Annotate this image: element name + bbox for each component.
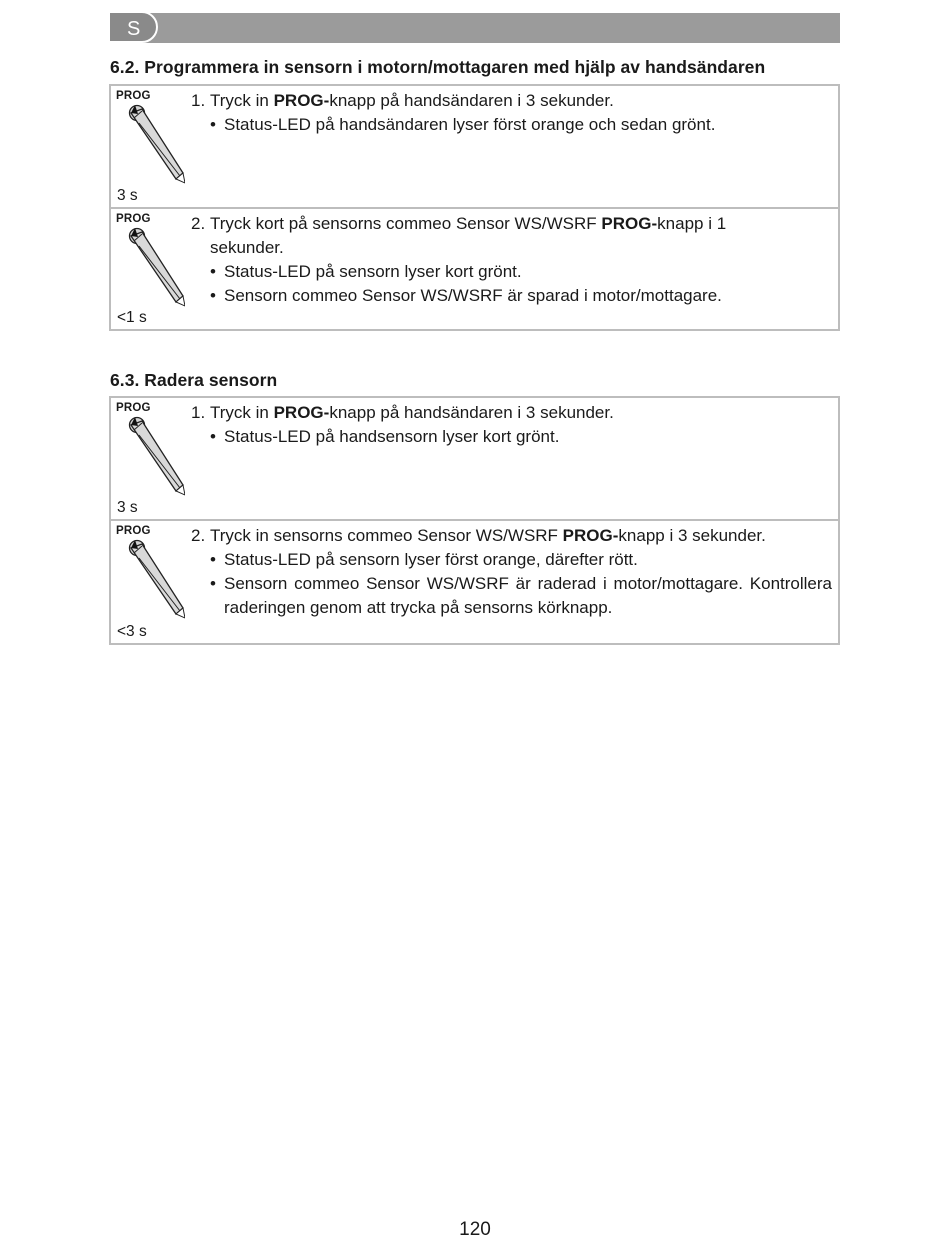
- press-duration: <1 s: [117, 309, 147, 326]
- step-number: 2.: [191, 214, 206, 233]
- step-text: [191, 401, 832, 449]
- bullet-text: Sensorn commeo Sensor WS/WSRF är sparad i motor/mottagare.: [224, 286, 722, 305]
- step-number: 1.: [191, 91, 206, 110]
- bullet-item: • Status-LED på handsensorn lyser kort grönt.: [210, 425, 832, 449]
- instruction-text: knapp på handsändaren i 3 sekunder.: [329, 91, 614, 110]
- step-number: 2.: [191, 526, 206, 545]
- bullet-text: Status-LED på sensorn lyser kort grönt.: [224, 262, 522, 281]
- step-row: [111, 207, 838, 329]
- language-tab: S: [108, 11, 158, 43]
- bullet-item: • Status-LED på sensorn lyser kort grönt.: [210, 260, 832, 284]
- bullet-text: Status-LED på handsensorn lyser kort grönt.: [224, 427, 560, 446]
- prog-label: PROG: [116, 90, 151, 102]
- instruction: [191, 401, 832, 425]
- instruction-text: Tryck in sensorns commeo Sensor WS/WSRF: [210, 526, 563, 545]
- pen-press-icon: [123, 415, 185, 497]
- press-duration: 3 s: [117, 187, 138, 204]
- instruction-text: knapp i 3 sekunder.: [618, 526, 766, 545]
- instruction: [191, 212, 832, 260]
- prog-keyword: PROG-: [273, 403, 330, 422]
- instruction-text: knapp i 1 sekunder.: [210, 214, 727, 257]
- page-number: 120: [459, 1219, 491, 1240]
- bullet-item: • Sensorn commeo Sensor WS/WSRF är raderad i motor/mottagare. Kontrollera raderingen genom att trycka på sensorns körknapp.: [210, 572, 832, 620]
- instruction-text: Tryck in: [210, 403, 274, 422]
- language-header-bar: [110, 13, 840, 43]
- instruction-text: Tryck in: [210, 91, 274, 110]
- instruction: [191, 524, 832, 548]
- step-row: [111, 86, 838, 207]
- step-row: [111, 519, 838, 643]
- pen-press-icon: [123, 103, 185, 185]
- bullet-item: • Status-LED på handsändaren lyser först orange och sedan grönt.: [210, 113, 832, 137]
- step-icon-cell: [111, 209, 189, 329]
- step-text: [191, 212, 832, 308]
- step-icon-cell: [111, 86, 189, 207]
- instruction-text: Tryck kort på sensorns commeo Sensor WS/WSRF: [210, 214, 602, 233]
- step-icon-cell: [111, 398, 189, 519]
- prog-label: PROG: [116, 402, 151, 414]
- step-text: [191, 524, 832, 620]
- press-duration: <3 s: [117, 623, 147, 640]
- pen-press-icon: [123, 226, 185, 308]
- step-text: [191, 89, 832, 137]
- bullet-text: Sensorn commeo Sensor WS/WSRF är raderad i motor/mottagare. Kontrollera raderingen genom att trycka på sensorns körknapp.: [224, 574, 832, 617]
- prog-keyword: PROG-: [562, 526, 619, 545]
- bullet-text: Status-LED på sensorn lyser först orange, därefter rött.: [224, 550, 638, 569]
- bullet-item: • Sensorn commeo Sensor WS/WSRF är sparad i motor/mottagare.: [210, 284, 832, 308]
- prog-label: PROG: [116, 525, 151, 537]
- bullet-text: Status-LED på handsändaren lyser först orange och sedan grönt.: [224, 115, 716, 134]
- press-duration: 3 s: [117, 499, 138, 516]
- bullet-item: • Status-LED på sensorn lyser först orange, därefter rött.: [210, 548, 832, 572]
- pen-press-icon: [123, 538, 185, 620]
- step-row: [111, 398, 838, 519]
- step-number: 1.: [191, 403, 206, 422]
- prog-label: PROG: [116, 213, 151, 225]
- steps-table-6-2: [109, 84, 840, 331]
- steps-table-6-3: [109, 396, 840, 645]
- prog-keyword: PROG-: [273, 91, 330, 110]
- instruction-text: knapp på handsändaren i 3 sekunder.: [329, 403, 614, 422]
- section-title-6-3: 6.3. Radera sensorn: [110, 370, 278, 390]
- instruction: [191, 89, 832, 113]
- section-title-6-2: 6.2. Programmera in sensorn i motorn/mottagaren med hjälp av handsändaren: [110, 57, 766, 77]
- prog-keyword: PROG-: [601, 214, 658, 233]
- step-icon-cell: [111, 521, 189, 643]
